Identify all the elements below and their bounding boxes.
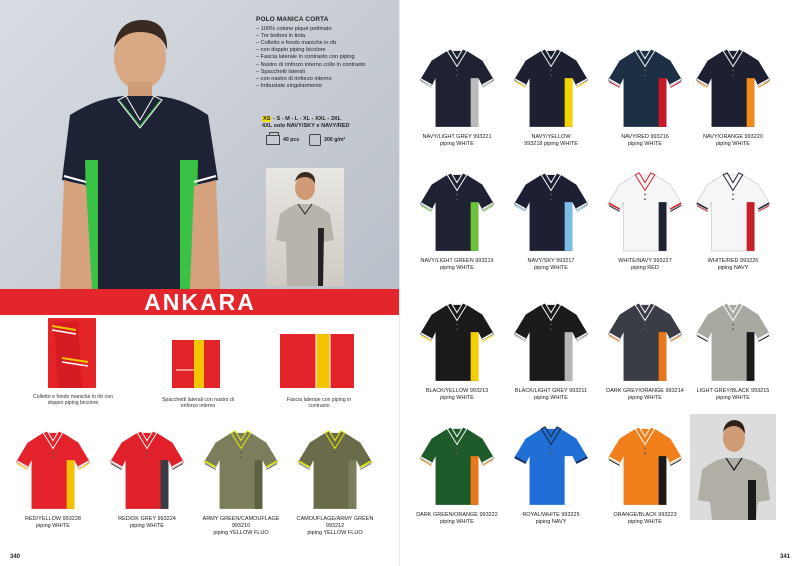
polo-image-wrap	[508, 160, 594, 258]
polo-caption	[508, 388, 594, 402]
polo-caption	[508, 258, 594, 272]
polo-image	[512, 295, 590, 383]
detail-photo-slit	[172, 340, 220, 388]
polo-image-wrap	[690, 290, 776, 388]
polo-image-wrap	[414, 290, 500, 388]
polo-card	[690, 36, 776, 148]
weight-badge: 200 g/m²	[309, 134, 345, 146]
polo-card	[292, 418, 378, 536]
polo-image-wrap	[292, 418, 378, 516]
size-info	[262, 116, 350, 131]
pack-badges	[266, 134, 345, 146]
polo-color-code: NAVY/ORANGE 993220	[703, 134, 763, 140]
polo-image-wrap	[508, 290, 594, 388]
polo-image	[14, 423, 92, 511]
polo-image-wrap	[602, 290, 688, 388]
polo-color-code: CAMOUFLAGE/ARMY GREEN 993212	[296, 516, 374, 529]
weight-icon	[309, 134, 321, 146]
polo-piping: piping WHITE	[440, 394, 474, 401]
feature-list	[256, 26, 396, 90]
polo-image-wrap	[602, 36, 688, 134]
polo-image	[108, 423, 186, 511]
polo-card	[414, 290, 500, 402]
feature-item: – Imbustate singolarmente	[256, 83, 396, 90]
polo-caption	[602, 388, 688, 402]
polo-color-code: RED/YELLOW 993228	[25, 516, 81, 522]
feature-item: – Colletto e fondo maniche in rib	[256, 40, 396, 47]
polo-image	[296, 423, 374, 511]
polo-caption	[602, 134, 688, 148]
polo-caption	[602, 512, 688, 526]
polo-color-code: DARK GREY/ORANGE 993214	[606, 388, 684, 394]
polo-piping: 993218 piping WHITE	[524, 140, 578, 147]
detail-photo-side	[280, 334, 354, 388]
feature-item: – con doppio piping bicolore	[256, 47, 396, 54]
polo-color-code: ARMY GREEN/CAMOUFLAGE 993210	[202, 516, 280, 529]
product-title: POLO MANICA CORTA	[256, 16, 329, 23]
polo-piping: piping NAVY	[717, 264, 749, 271]
polo-image	[512, 41, 590, 129]
detail-photo-collar	[48, 318, 96, 388]
polo-piping: piping YELLOW FLUO	[307, 529, 363, 536]
polo-color-code: ORANGE/BLACK 993223	[613, 512, 677, 518]
polo-card	[104, 418, 190, 530]
polo-card	[690, 160, 776, 272]
right-page	[400, 0, 800, 566]
polo-caption	[104, 516, 190, 530]
polo-caption	[690, 258, 776, 272]
polo-caption	[292, 516, 378, 536]
product-spec	[256, 16, 396, 90]
polo-color-code: DARK GREEN/ORANGE 993222	[416, 512, 498, 518]
polo-card	[414, 36, 500, 148]
model-photo-right	[690, 414, 776, 525]
size-range: - S - M - L - XL - XXL - 3XL	[271, 116, 342, 122]
polo-piping: piping WHITE	[716, 140, 750, 147]
polo-piping: piping WHITE	[440, 518, 474, 525]
polo-piping: piping WHITE	[628, 394, 662, 401]
polo-image	[606, 419, 684, 507]
polo-color-code: ROYAL/WHITE 993225	[522, 512, 580, 518]
polo-caption	[414, 258, 500, 272]
pack-badge: 40 pcs	[266, 135, 299, 145]
polo-color-code: WHITE/NAVY 993227	[618, 258, 672, 264]
polo-piping: piping WHITE	[534, 394, 568, 401]
polo-image	[606, 41, 684, 129]
model-photo	[40, 10, 230, 289]
polo-color-code: NAVY/LIGHT GREY 993221	[422, 134, 492, 140]
polo-color-code: NAVY/SKY 993217	[527, 258, 575, 264]
polo-image-wrap	[104, 418, 190, 516]
polo-image	[418, 419, 496, 507]
polo-image-wrap	[414, 414, 500, 512]
polo-image	[694, 295, 772, 383]
polo-image	[418, 165, 496, 253]
collection-title: ANKARA	[144, 288, 256, 315]
feature-item: – Nastro di rinforzo interno collo in contrasto	[256, 62, 396, 69]
feature-item: – Spacchetti laterali	[256, 69, 396, 76]
polo-card	[508, 414, 594, 526]
size-xs: XS	[263, 116, 271, 122]
polo-caption	[602, 258, 688, 272]
polo-piping: piping WHITE	[440, 140, 474, 147]
detail-caption: Colletto e fondo maniche in rib con doppio piping bicolore	[33, 394, 113, 407]
polo-image-wrap	[602, 160, 688, 258]
polo-card	[198, 418, 284, 536]
polo-image-wrap	[198, 418, 284, 516]
polo-color-code: WHITE/RED 993226	[707, 258, 759, 264]
polo-card	[602, 36, 688, 148]
polo-piping: piping YELLOW FLUO	[213, 529, 269, 536]
polo-card	[414, 160, 500, 272]
polo-piping: piping WHITE	[716, 394, 750, 401]
polo-image	[606, 165, 684, 253]
polo-image-wrap	[414, 36, 500, 134]
polo-piping: piping WHITE	[130, 522, 164, 529]
polo-caption	[414, 512, 500, 526]
polo-image	[418, 41, 496, 129]
polo-caption	[198, 516, 284, 536]
feature-item: – 100% cotone piqué pettinato	[256, 26, 396, 33]
polo-card	[508, 290, 594, 402]
polo-color-code: NAVY/YELLOW	[531, 134, 571, 140]
polo-card	[602, 290, 688, 402]
polo-color-code: RED/DK GREY 993224	[118, 516, 176, 522]
polo-piping: piping WHITE	[628, 518, 662, 525]
polo-piping: piping RED	[631, 264, 659, 271]
feature-item: – Tre bottoni in tinta	[256, 33, 396, 40]
page-number-left: 340	[10, 554, 21, 560]
polo-image	[418, 295, 496, 383]
detail-caption: Spacchetti laterali con nastro di rinforzo interno	[161, 397, 235, 410]
polo-piping: piping WHITE	[534, 264, 568, 271]
polo-image-wrap	[414, 160, 500, 258]
polo-card	[602, 414, 688, 526]
polo-piping: piping WHITE	[36, 522, 70, 529]
polo-piping: piping NAVY	[535, 518, 567, 525]
polo-card	[10, 418, 96, 530]
polo-caption	[690, 388, 776, 402]
polo-color-code: NAVY/RED 993216	[621, 134, 669, 140]
polo-caption	[508, 134, 594, 148]
polo-image	[202, 423, 280, 511]
box-icon	[266, 135, 280, 145]
polo-caption	[414, 134, 500, 148]
size-note: 4XL solo NAVY/SKY e NAVY/RED	[262, 123, 350, 130]
polo-image-wrap	[690, 160, 776, 258]
polo-caption	[414, 388, 500, 402]
polo-color-code: LIGHT GREY/BLACK 993215	[696, 388, 770, 394]
polo-image	[694, 165, 772, 253]
polo-piping: piping WHITE	[628, 140, 662, 147]
model-thumbnail	[266, 168, 344, 286]
detail-caption: Fascia laterale con piping in contrasto	[286, 397, 352, 410]
polo-card	[602, 160, 688, 272]
polo-card	[690, 290, 776, 402]
polo-color-code: BLACK/LIGHT GREY 993211	[514, 388, 588, 394]
polo-image-wrap	[602, 414, 688, 512]
polo-caption	[690, 134, 776, 148]
title-banner	[0, 289, 400, 315]
feature-item: – Fascia laterale in contrasto con piping	[256, 54, 396, 61]
polo-card	[508, 160, 594, 272]
polo-image	[694, 41, 772, 129]
polo-card	[414, 414, 500, 526]
hero-section	[0, 0, 400, 289]
polo-image-wrap	[508, 414, 594, 512]
polo-caption	[508, 512, 594, 526]
polo-color-code: BLACK/YELLOW 993213	[425, 388, 489, 394]
polo-piping: piping WHITE	[440, 264, 474, 271]
polo-caption	[10, 516, 96, 530]
polo-image-wrap	[508, 36, 594, 134]
feature-item: – con nastro di rinforzo interno	[256, 76, 396, 83]
polo-image	[606, 295, 684, 383]
polo-color-code: NAVY/LIGHT GREEN 993219	[420, 258, 494, 264]
polo-image-wrap	[10, 418, 96, 516]
polo-image-wrap	[690, 36, 776, 134]
page-number-right: 341	[779, 554, 790, 560]
polo-image	[512, 419, 590, 507]
polo-image	[512, 165, 590, 253]
polo-card	[508, 36, 594, 148]
